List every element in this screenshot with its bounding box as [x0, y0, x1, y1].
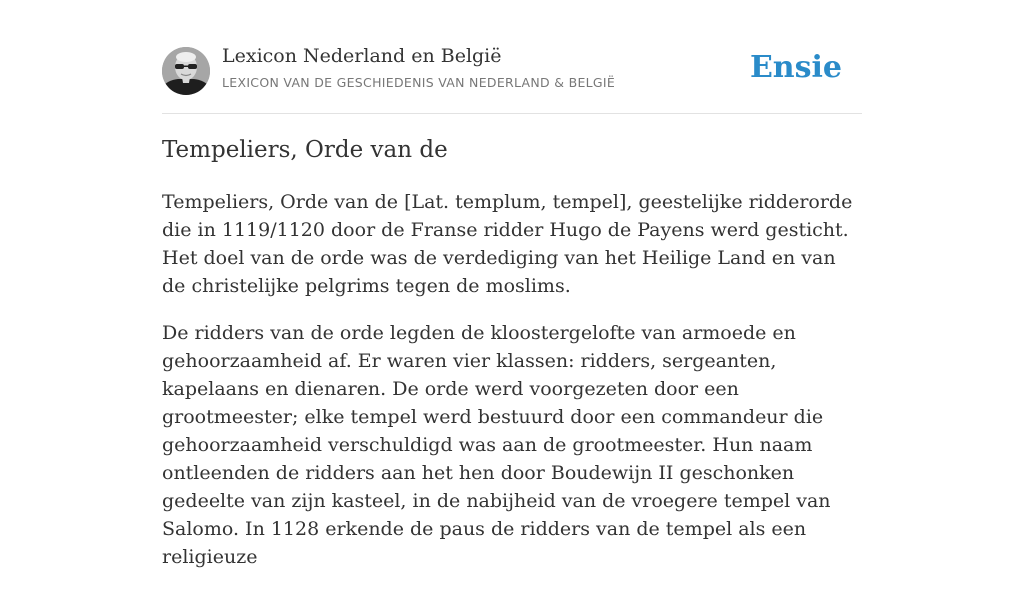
entry-title: Tempeliers, Orde van de [162, 137, 448, 163]
source-header [162, 0, 862, 114]
source-avatar[interactable] [162, 47, 210, 95]
entry-content [162, 188, 862, 590]
person-with-glasses-icon [162, 47, 210, 95]
page-container [162, 0, 862, 568]
source-title[interactable]: Lexicon Nederland en België [222, 45, 502, 67]
source-subtitle: LEXICON VAN DE GESCHIEDENIS VAN NEDERLAND & BELGIË [222, 75, 616, 90]
entry-paragraph: De ridders van de orde legden de kloostergelofte van armoede en gehoorzaamheid af. Er waren vier klassen: ridders, sergeanten, kapelaans en dienaren. De orde werd voorgezeten door een grootmeester; elke tempel werd bestuurd door een commandeur die gehoorzaamheid verschuldigd was aan de grootmeester. Hun naam ontleenden de ridders aan het hen door Boudewijn II geschonken gedeelte van zijn kasteel, in de nabijheid van de vroegere tempel van Salomo. In 1128 erkende de paus de ridders van de tempel als een religieuze [162, 322, 831, 568]
brand-logo-link[interactable]: Ensie [749, 50, 842, 85]
entry-paragraph: Tempeliers, Orde van de [Lat. templum, tempel], geestelijke ridderorde die in 1119/1120 door de Franse ridder Hugo de Payens werd gesticht. Het doel van de orde was de verdediging van het Heilige Land en van de christelijke pelgrims tegen de moslims. [162, 191, 853, 297]
